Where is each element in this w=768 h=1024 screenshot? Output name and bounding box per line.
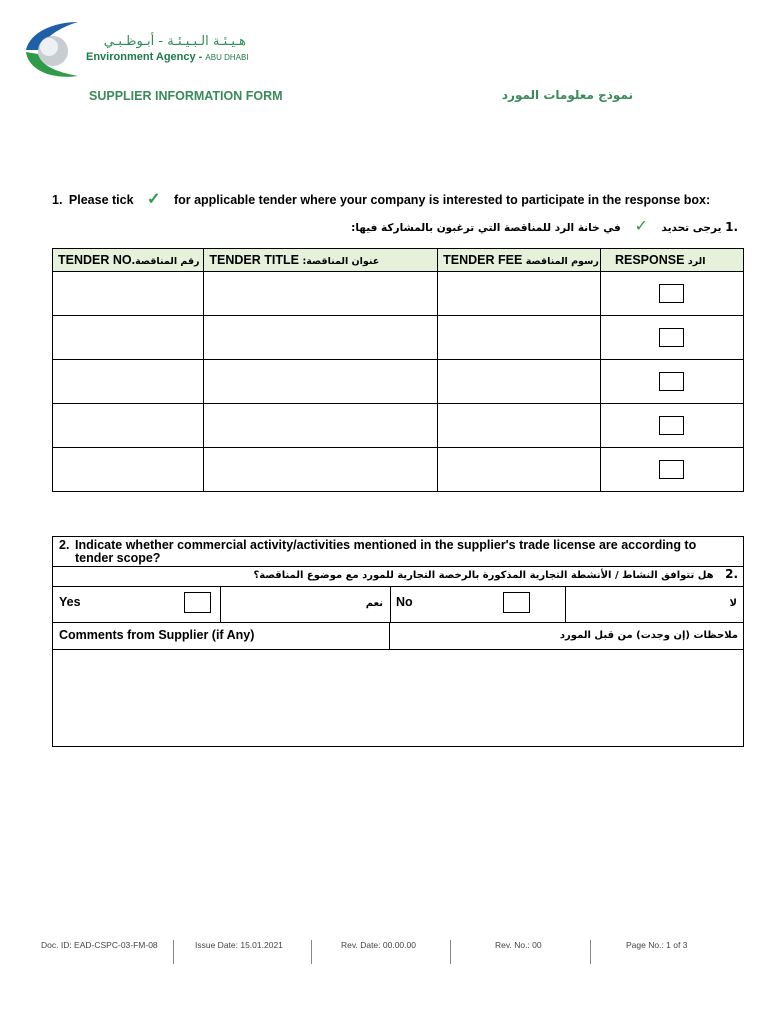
section1-instruction: [52, 189, 710, 209]
column-tender-no: [53, 249, 204, 272]
tender-title-cell[interactable]: [204, 360, 438, 404]
logo-english-text: [86, 51, 249, 63]
yes-label: Yes: [59, 595, 81, 609]
response-cell: [600, 404, 743, 448]
yes-no-divider-b: [390, 586, 391, 622]
tender-fee-cell[interactable]: [438, 272, 601, 316]
tender-no-cell[interactable]: [53, 404, 204, 448]
column-tender-no-ar: رقم المناقصة: [135, 256, 200, 267]
tender-fee-cell[interactable]: [438, 448, 601, 492]
footer-doc-id: Doc. ID: EAD-CSPC-03-FM-08: [41, 940, 158, 950]
section2-divider-2: [53, 586, 743, 587]
section1-number-ar: .1: [725, 220, 738, 234]
column-tender-title-en: TENDER TITLE: [209, 253, 303, 267]
response-checkbox[interactable]: [659, 416, 684, 435]
checkmark-icon-ar: ✓: [634, 216, 648, 235]
footer-divider: [590, 940, 591, 964]
section1-text-before: Please tick: [68, 193, 134, 207]
section1-text-ar-before: يرجى تحديد: [661, 222, 722, 234]
section2-number-ar: .2: [725, 567, 738, 581]
column-tender-title-ar: :عنوان المناقصة: [302, 256, 380, 267]
footer-rev-no: Rev. No.: 00: [495, 940, 542, 950]
response-checkbox[interactable]: [659, 372, 684, 391]
section2-question-arabic: [203, 567, 738, 581]
checkmark-icon: ✓: [147, 191, 161, 208]
column-response-en: RESPONSE: [614, 253, 688, 267]
yes-checkbox[interactable]: [184, 592, 211, 613]
column-tender-no-en: TENDER NO.: [58, 253, 136, 267]
response-checkbox[interactable]: [659, 328, 684, 347]
response-cell: [600, 272, 743, 316]
yes-no-divider-a: [220, 586, 221, 622]
response-cell: [600, 316, 743, 360]
tender-fee-cell[interactable]: [438, 360, 601, 404]
logo-arabic-text: هـيـئـة الـبـيـئـة - أبـوظـبـي: [103, 34, 246, 49]
tender-title-cell[interactable]: [204, 404, 438, 448]
tender-title-cell[interactable]: [204, 272, 438, 316]
tender-fee-cell[interactable]: [438, 404, 601, 448]
comments-area[interactable]: [53, 650, 743, 746]
no-label-arabic: لا: [729, 598, 737, 609]
response-checkbox[interactable]: [659, 460, 684, 479]
column-tender-fee-en: TENDER FEE: [443, 253, 526, 267]
footer-divider: [450, 940, 451, 964]
table-row: [53, 360, 744, 404]
footer-page-no: Page No.: 1 of 3: [626, 940, 688, 950]
column-response-ar: الرد: [687, 256, 706, 267]
logo-english-name: Environment Agency -: [86, 51, 206, 63]
table-row: [53, 448, 744, 492]
column-tender-fee-ar: رسوم المناقصة: [525, 256, 599, 267]
section1-instruction-arabic: [351, 216, 738, 235]
column-tender-fee: [438, 249, 601, 272]
tender-no-cell[interactable]: [53, 448, 204, 492]
table-row: [53, 404, 744, 448]
comments-divider: [389, 622, 390, 649]
globe-logo-icon: [22, 20, 82, 80]
agency-logo: [22, 20, 82, 80]
no-label: No: [396, 595, 413, 609]
logo-english-city: ABU DHABI: [205, 53, 249, 62]
section2-number: 2.: [59, 538, 70, 552]
section1-number: 1.: [52, 193, 63, 207]
column-response: [600, 249, 743, 272]
tender-no-cell[interactable]: [53, 316, 204, 360]
section1-text-after: for applicable tender where your company is interested to participate in the response box:: [173, 193, 711, 207]
section2-question: [59, 539, 735, 565]
tender-table-header: [53, 249, 744, 272]
tender-title-cell[interactable]: [204, 316, 438, 360]
yes-no-divider-c: [565, 586, 566, 622]
comments-label-arabic: ملاحظات (إن وجدت) من قبل المورد: [559, 630, 738, 641]
tender-no-cell[interactable]: [53, 272, 204, 316]
form-title-arabic: نموذج معلومات المورد: [501, 88, 633, 102]
footer-divider: [311, 940, 312, 964]
footer-rev-date: Rev. Date: 00.00.00: [341, 940, 416, 950]
section2-box: [52, 536, 744, 747]
section2-divider-3: [53, 622, 743, 623]
section1-text-ar-after: في خانة الرد للمناقصة التي ترغبون بالمشاركة فيها:: [351, 222, 621, 234]
response-cell: [600, 448, 743, 492]
section2-question-ar-text: هل تتوافق النشاط / الأنشطة التجارية المذكورة بالرخصة التجارية للمورد مع موضوع المناقصة؟: [253, 570, 714, 581]
tender-title-cell[interactable]: [204, 448, 438, 492]
comments-label: Comments from Supplier (if Any): [59, 628, 255, 642]
response-cell: [600, 360, 743, 404]
footer-divider: [173, 940, 174, 964]
section2-question-text: Indicate whether commercial activity/activities mentioned in the supplier's trade license are according to tender scope?: [75, 538, 697, 565]
tender-no-cell[interactable]: [53, 360, 204, 404]
footer-issue-date: Issue Date: 15.01.2021: [195, 940, 283, 950]
table-row: [53, 272, 744, 316]
tender-table: [52, 248, 744, 492]
yes-label-arabic: نعم: [365, 598, 383, 609]
table-row: [53, 316, 744, 360]
column-tender-title: [204, 249, 438, 272]
form-title: SUPPLIER INFORMATION FORM: [89, 89, 283, 103]
no-checkbox[interactable]: [503, 592, 530, 613]
tender-fee-cell[interactable]: [438, 316, 601, 360]
response-checkbox[interactable]: [659, 284, 684, 303]
